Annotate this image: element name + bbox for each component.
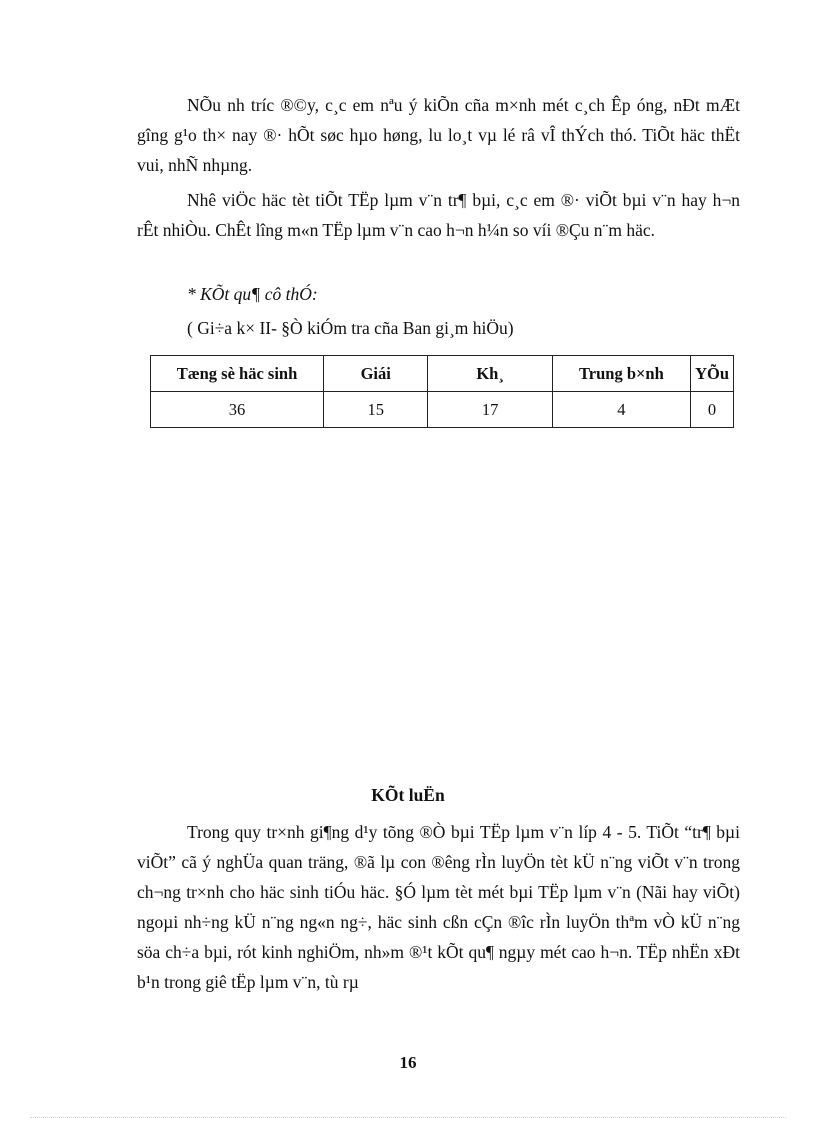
cell-excellent: 15 (323, 392, 427, 428)
cell-average: 4 (552, 392, 690, 428)
cell-total-students: 36 (151, 392, 324, 428)
cell-good: 17 (428, 392, 552, 428)
header-excellent: Giái (323, 356, 427, 392)
conclusion-title: KÕt luËn (371, 785, 445, 805)
results-table (150, 355, 734, 428)
results-heading: * KÕt qu¶ cô thÓ: (187, 284, 318, 304)
page-number: 16 (399, 1053, 417, 1072)
header-total-students: Tæng sè häc sinh (151, 356, 324, 392)
header-weak: YÕu (691, 356, 734, 392)
table-header-row (151, 356, 734, 392)
paragraph-improvement: Nhê viÖc häc tèt tiÕt TËp lµm v¨n tr¶ bµi, c¸c em ®· viÕt bµi v¨n hay h¬n rÊt nhiÒu. ChÊt lîng m«n TËp lµm v¨n cao h¬n h¼n so víi ®Çu n¨m häc. (137, 190, 740, 240)
page-bottom-divider (30, 1117, 786, 1118)
cell-weak: 0 (691, 392, 734, 428)
paragraph-intro: NÕu nh tríc ®©y, c¸c em nªu ý kiÕn cña m×nh mét c¸ch Êp óng, nÐt mÆt gîng g¹o th× nay ®· hÕt søc hµo høng, lu lo¸t vµ lé râ vÎ thÝch thó. TiÕt häc thËt vui, nhÑ nhµng. (137, 95, 740, 175)
conclusion-paragraph: Trong quy tr×nh gi¶ng d¹y tõng ®Ò bµi TËp lµm v¨n líp 4 - 5. TiÕt “tr¶ bµi viÕt” cã ý nghÜa quan träng, ®ã lµ con ®êng rÌn luyÖn tèt kÜ n¨ng viÕt v¨n trong ch¬ng tr×nh cho häc sinh tiÓu häc. §Ó lµm tèt mét bµi TËp lµm v¨n (Nãi hay viÕt) ngoµi nh÷ng kÜ n¨ng ng«n ng÷, häc sinh cßn cÇn ®îc rÌn luyÖn thªm vÒ kÜ n¨ng söa ch÷a bµi, rót kinh nghiÖm, nh»m ®¹t kÕt qu¶ ngµy mét cao h¬n. TËp nhËn xÐt b¹n trong giê tËp lµm v¨n, tù rµ (137, 822, 740, 992)
header-good: Kh¸ (428, 356, 552, 392)
header-average: Trung b×nh (552, 356, 690, 392)
table-row (151, 392, 734, 428)
results-subheading: ( Gi÷a k× II- §Ò kiÓm tra cña Ban gi¸m hiÖu) (187, 318, 514, 338)
